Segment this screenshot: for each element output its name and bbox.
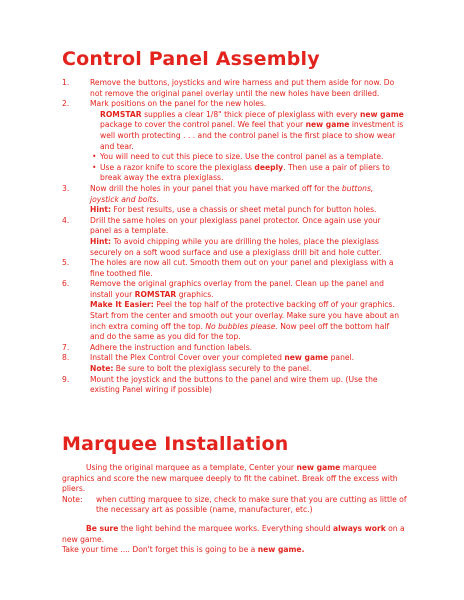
marquee-closing — [62, 545, 407, 556]
tip-label: Make It Easier: — [90, 300, 154, 310]
paragraph-text: Using the original marquee as a template, Center your — [86, 463, 297, 472]
game-name: new game — [296, 463, 341, 472]
step-8-note — [62, 364, 404, 375]
note-text: investment is well worth protecting . . . and the control panel is the first place to show wear and tear. — [100, 120, 404, 151]
hint-label: Hint: — [90, 205, 112, 215]
bullet-text: . Then use a pair of pliers to break away the extra plexiglass. — [100, 162, 390, 183]
bullet-icon: • — [92, 162, 97, 172]
tip-text: Peel the top half of the protective backing off of your graphics. Start from the center and smooth out your overlay. Make sure you have about an inch extra coming off the top. — [90, 300, 400, 331]
step-2-bullet — [62, 163, 404, 184]
step-text: panel. — [328, 353, 355, 363]
tip-text-italic: No bubbles please. — [205, 321, 278, 331]
step-number: 2. — [62, 99, 70, 109]
step-text: Remove the buttons, joysticks and wire harness and put them aside for now. Do not remove the original panel overlay until the new holes have been drilled. — [90, 78, 395, 98]
section-title-marquee: Marquee Installation — [62, 433, 289, 455]
marquee-paragraph — [62, 463, 407, 495]
paragraph-text: on a new game. — [62, 523, 405, 544]
step-number: 7. — [62, 342, 70, 352]
step-4-hint — [62, 237, 404, 258]
hint-label: Hint: — [90, 236, 112, 246]
step-number: 1. — [62, 78, 70, 87]
step-4 — [62, 216, 404, 237]
step-number: 5. — [62, 258, 70, 268]
step-2-bullet — [62, 152, 404, 163]
step-3-hint — [62, 205, 404, 216]
brand-name: ROMSTAR — [134, 289, 177, 299]
step-8 — [62, 353, 404, 364]
step-text: Mark positions on the panel for the new holes. — [90, 99, 267, 109]
emphasis-text: Be sure — [86, 523, 119, 533]
game-name: new game — [284, 353, 329, 363]
note-text: Be sure to bolt the plexiglass securely to the panel. — [113, 364, 312, 374]
bullet-emphasis: deeply — [254, 162, 284, 172]
tip-text: Now peel off the bottom half and do the same as you did for the top. — [90, 321, 390, 342]
marquee-instructions — [62, 463, 407, 556]
section-title-control-panel: Control Panel Assembly — [62, 48, 320, 70]
step-number: 4. — [62, 215, 70, 225]
control-panel-steps — [62, 78, 404, 396]
step-text: The holes are now all cut. Smooth them out on your panel and plexiglass with a fine toothed file. — [90, 258, 394, 278]
step-text: graphics. — [176, 289, 214, 299]
bullet-text: You will need to cut this piece to size. Use the control panel as a template. — [100, 152, 384, 162]
step-text: Adhere the instruction and function labels. — [90, 342, 253, 352]
game-name: new game — [359, 109, 404, 119]
paragraph-text: the light behind the marquee works. Everything should — [118, 523, 333, 533]
game-name: new game — [305, 120, 350, 130]
step-text: Now drill the holes in your panel that you have marked off for the — [90, 183, 342, 193]
step-3 — [62, 184, 404, 205]
marquee-note — [62, 495, 407, 516]
step-5 — [62, 258, 404, 279]
note-text: package to cover the control panel. We feel that your — [100, 120, 306, 130]
step-number: 6. — [62, 279, 70, 289]
step-7 — [62, 343, 404, 354]
step-number: 8. — [62, 353, 70, 363]
bullet-icon: • — [92, 152, 97, 162]
step-2-note — [62, 110, 404, 152]
game-name: new game. — [257, 545, 305, 555]
step-text: Remove the original graphics overlay from the panel. Clean up the panel and install your — [90, 279, 384, 299]
paragraph-text: Take your time .... Don't forget this is going to be a — [62, 545, 258, 555]
note-label: Note: — [90, 364, 114, 374]
step-number: 3. — [62, 183, 70, 193]
note-text: when cutting marquee to size, check to make sure that you are cutting as little of the necessary art as possible (name, manufacturer, etc.) — [96, 494, 407, 515]
step-text: Drill the same holes on your plexiglass panel protector. Once again use your panel as a template. — [90, 215, 381, 236]
step-9 — [62, 375, 404, 396]
spacer — [62, 516, 407, 524]
emphasis-text: always work — [332, 523, 386, 533]
step-2 — [62, 99, 404, 110]
note-label: Note: — [62, 494, 83, 504]
hint-text: For best results, use a chassis or sheet metal punch for button holes. — [111, 205, 377, 215]
note-text: supplies a clear 1/8" thick piece of plexiglass with every — [141, 109, 360, 119]
bullet-text: Use a razor knife to score the plexiglass — [100, 162, 255, 172]
step-number: 9. — [62, 374, 70, 384]
step-6 — [62, 279, 404, 300]
step-text: Mount the joystick and the buttons to the panel and wire them up. (Use the existing Panel wiring if possible) — [90, 374, 378, 395]
step-text-italic: buttons, joystick and bolts. — [90, 183, 374, 204]
step-6-tip — [62, 300, 404, 342]
marquee-paragraph — [62, 524, 407, 545]
paragraph-text: marquee graphics and score the new marquee deeply to fit the cabinet. Break off the excess with pliers. — [62, 463, 398, 494]
step-1 — [62, 78, 404, 99]
brand-name: ROMSTAR — [100, 109, 142, 119]
step-text: Install the Plex Control Cover over your completed — [90, 353, 285, 363]
hint-text: To avoid chipping while you are drilling the holes, place the plexiglass securely on a soft wood surface and use a plexiglass drill bit and hole cutter. — [90, 236, 382, 257]
